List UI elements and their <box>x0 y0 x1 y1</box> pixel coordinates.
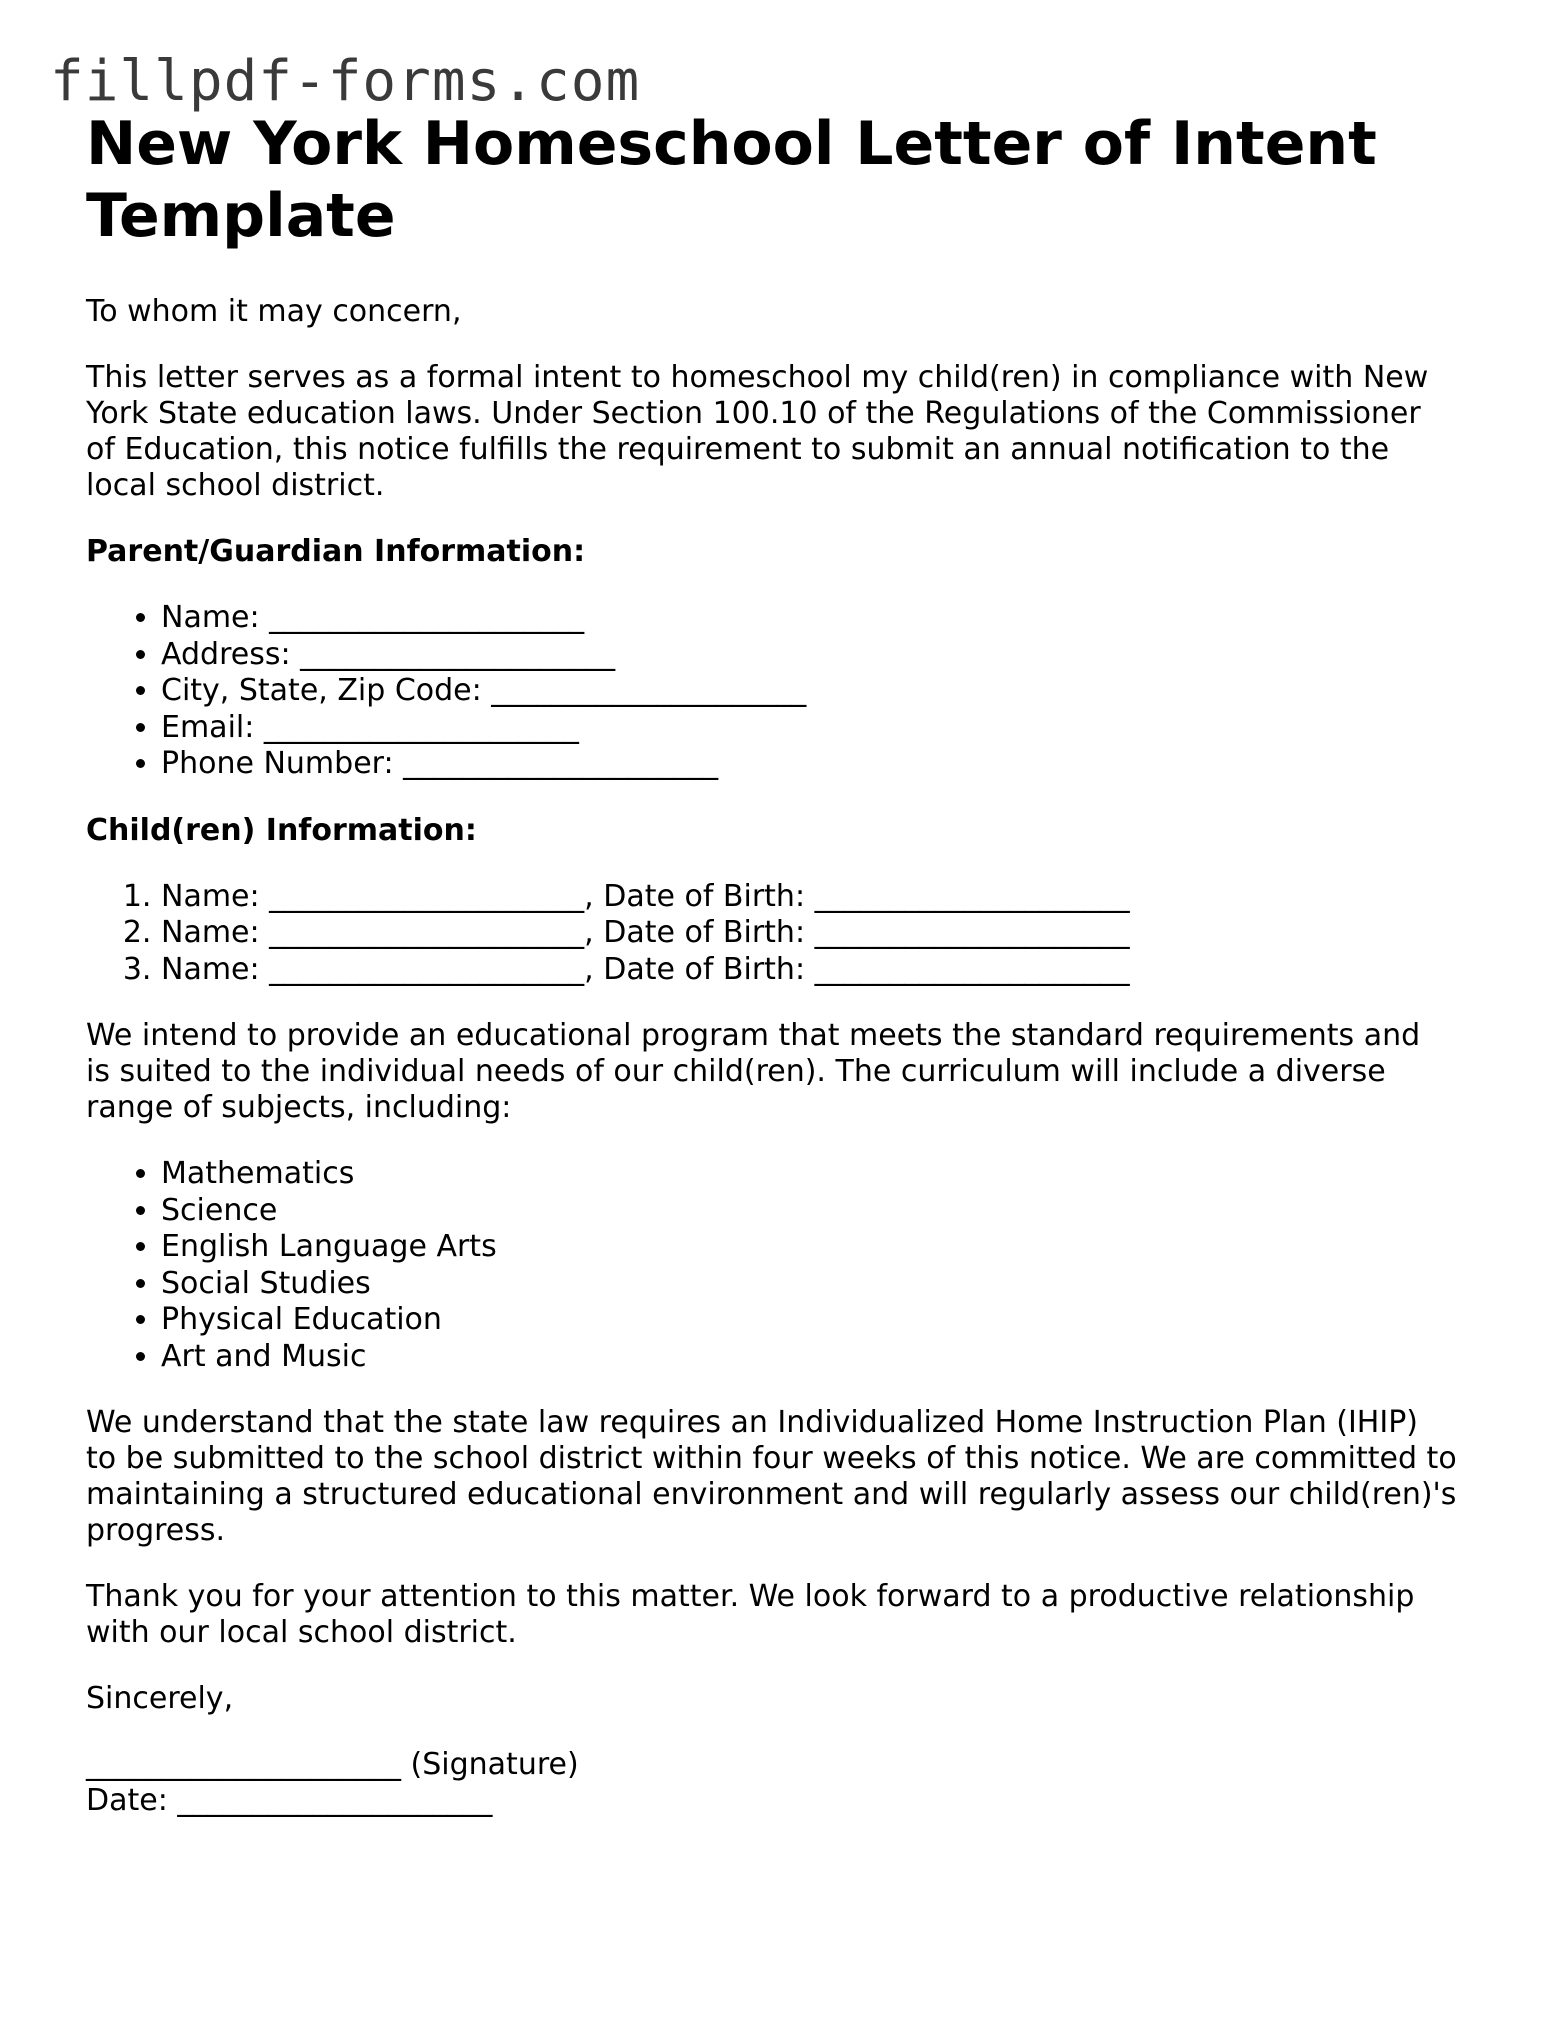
parent-fields-list <box>86 600 1486 783</box>
watermark: fillpdf-forms.com <box>50 49 641 114</box>
subject-item: • Science <box>161 1193 1486 1230</box>
thanks-paragraph: Thank you for your attention to this matter. We look forward to a productive relationship with our local school district. <box>86 1579 1415 1650</box>
document-title: New York Homeschool Letter of Intent Template <box>86 109 1377 251</box>
parent-section-heading: Parent/Guardian Information: <box>86 534 586 569</box>
subject-item: • Mathematics <box>161 1156 1486 1193</box>
parent-address-field: • Address: _____________________ <box>161 637 1486 674</box>
subject-item: • Social Studies <box>161 1266 1486 1303</box>
parent-city-state-zip-field: • City, State, Zip Code: _____________________ <box>161 673 1486 710</box>
closing: Sincerely, <box>86 1681 234 1716</box>
child-entry: 3. Name: _____________________, Date of Birth: _____________________ <box>161 952 1486 989</box>
subject-item: • English Language Arts <box>161 1229 1486 1266</box>
children-list <box>86 879 1486 989</box>
child-entry: 2. Name: _____________________, Date of Birth: _____________________ <box>161 915 1486 952</box>
child-entry: 1. Name: _____________________, Date of Birth: _____________________ <box>161 879 1486 916</box>
signature-line: _____________________ (Signature) <box>86 1747 579 1782</box>
intro-paragraph: This letter serves as a formal intent to homeschool my child(ren) in compliance with New York State education laws. Under Section 100.10 of the Regulations of the Commissioner of Education, this notice fulfills the requirement to submit an annual notification to the local school district. <box>86 360 1429 503</box>
document-body <box>86 108 1486 1819</box>
program-paragraph: We intend to provide an educational program that meets the standard requirements and is suited to the individual needs of our child(ren). The curriculum will include a diverse range of subjects, including: <box>86 1018 1421 1125</box>
greeting: To whom it may concern, <box>86 294 462 329</box>
parent-phone-field: • Phone Number: _____________________ <box>161 746 1486 783</box>
date-line: Date: _____________________ <box>86 1783 493 1818</box>
children-section-heading: Child(ren) Information: <box>86 812 477 848</box>
parent-email-field: • Email: _____________________ <box>161 710 1486 747</box>
subject-item: • Art and Music <box>161 1339 1486 1376</box>
parent-name-field: • Name: _____________________ <box>161 600 1486 637</box>
signature-block <box>86 1747 1486 1819</box>
ihip-paragraph: We understand that the state law requires an Individualized Home Instruction Plan (IHIP) to be submitted to the school district within four weeks of this notice. We are committed to maintaining a structured educational environment and will regularly assess our child(ren)'s progress. <box>86 1405 1457 1548</box>
subject-item: • Physical Education <box>161 1302 1486 1339</box>
subjects-list <box>86 1156 1486 1375</box>
